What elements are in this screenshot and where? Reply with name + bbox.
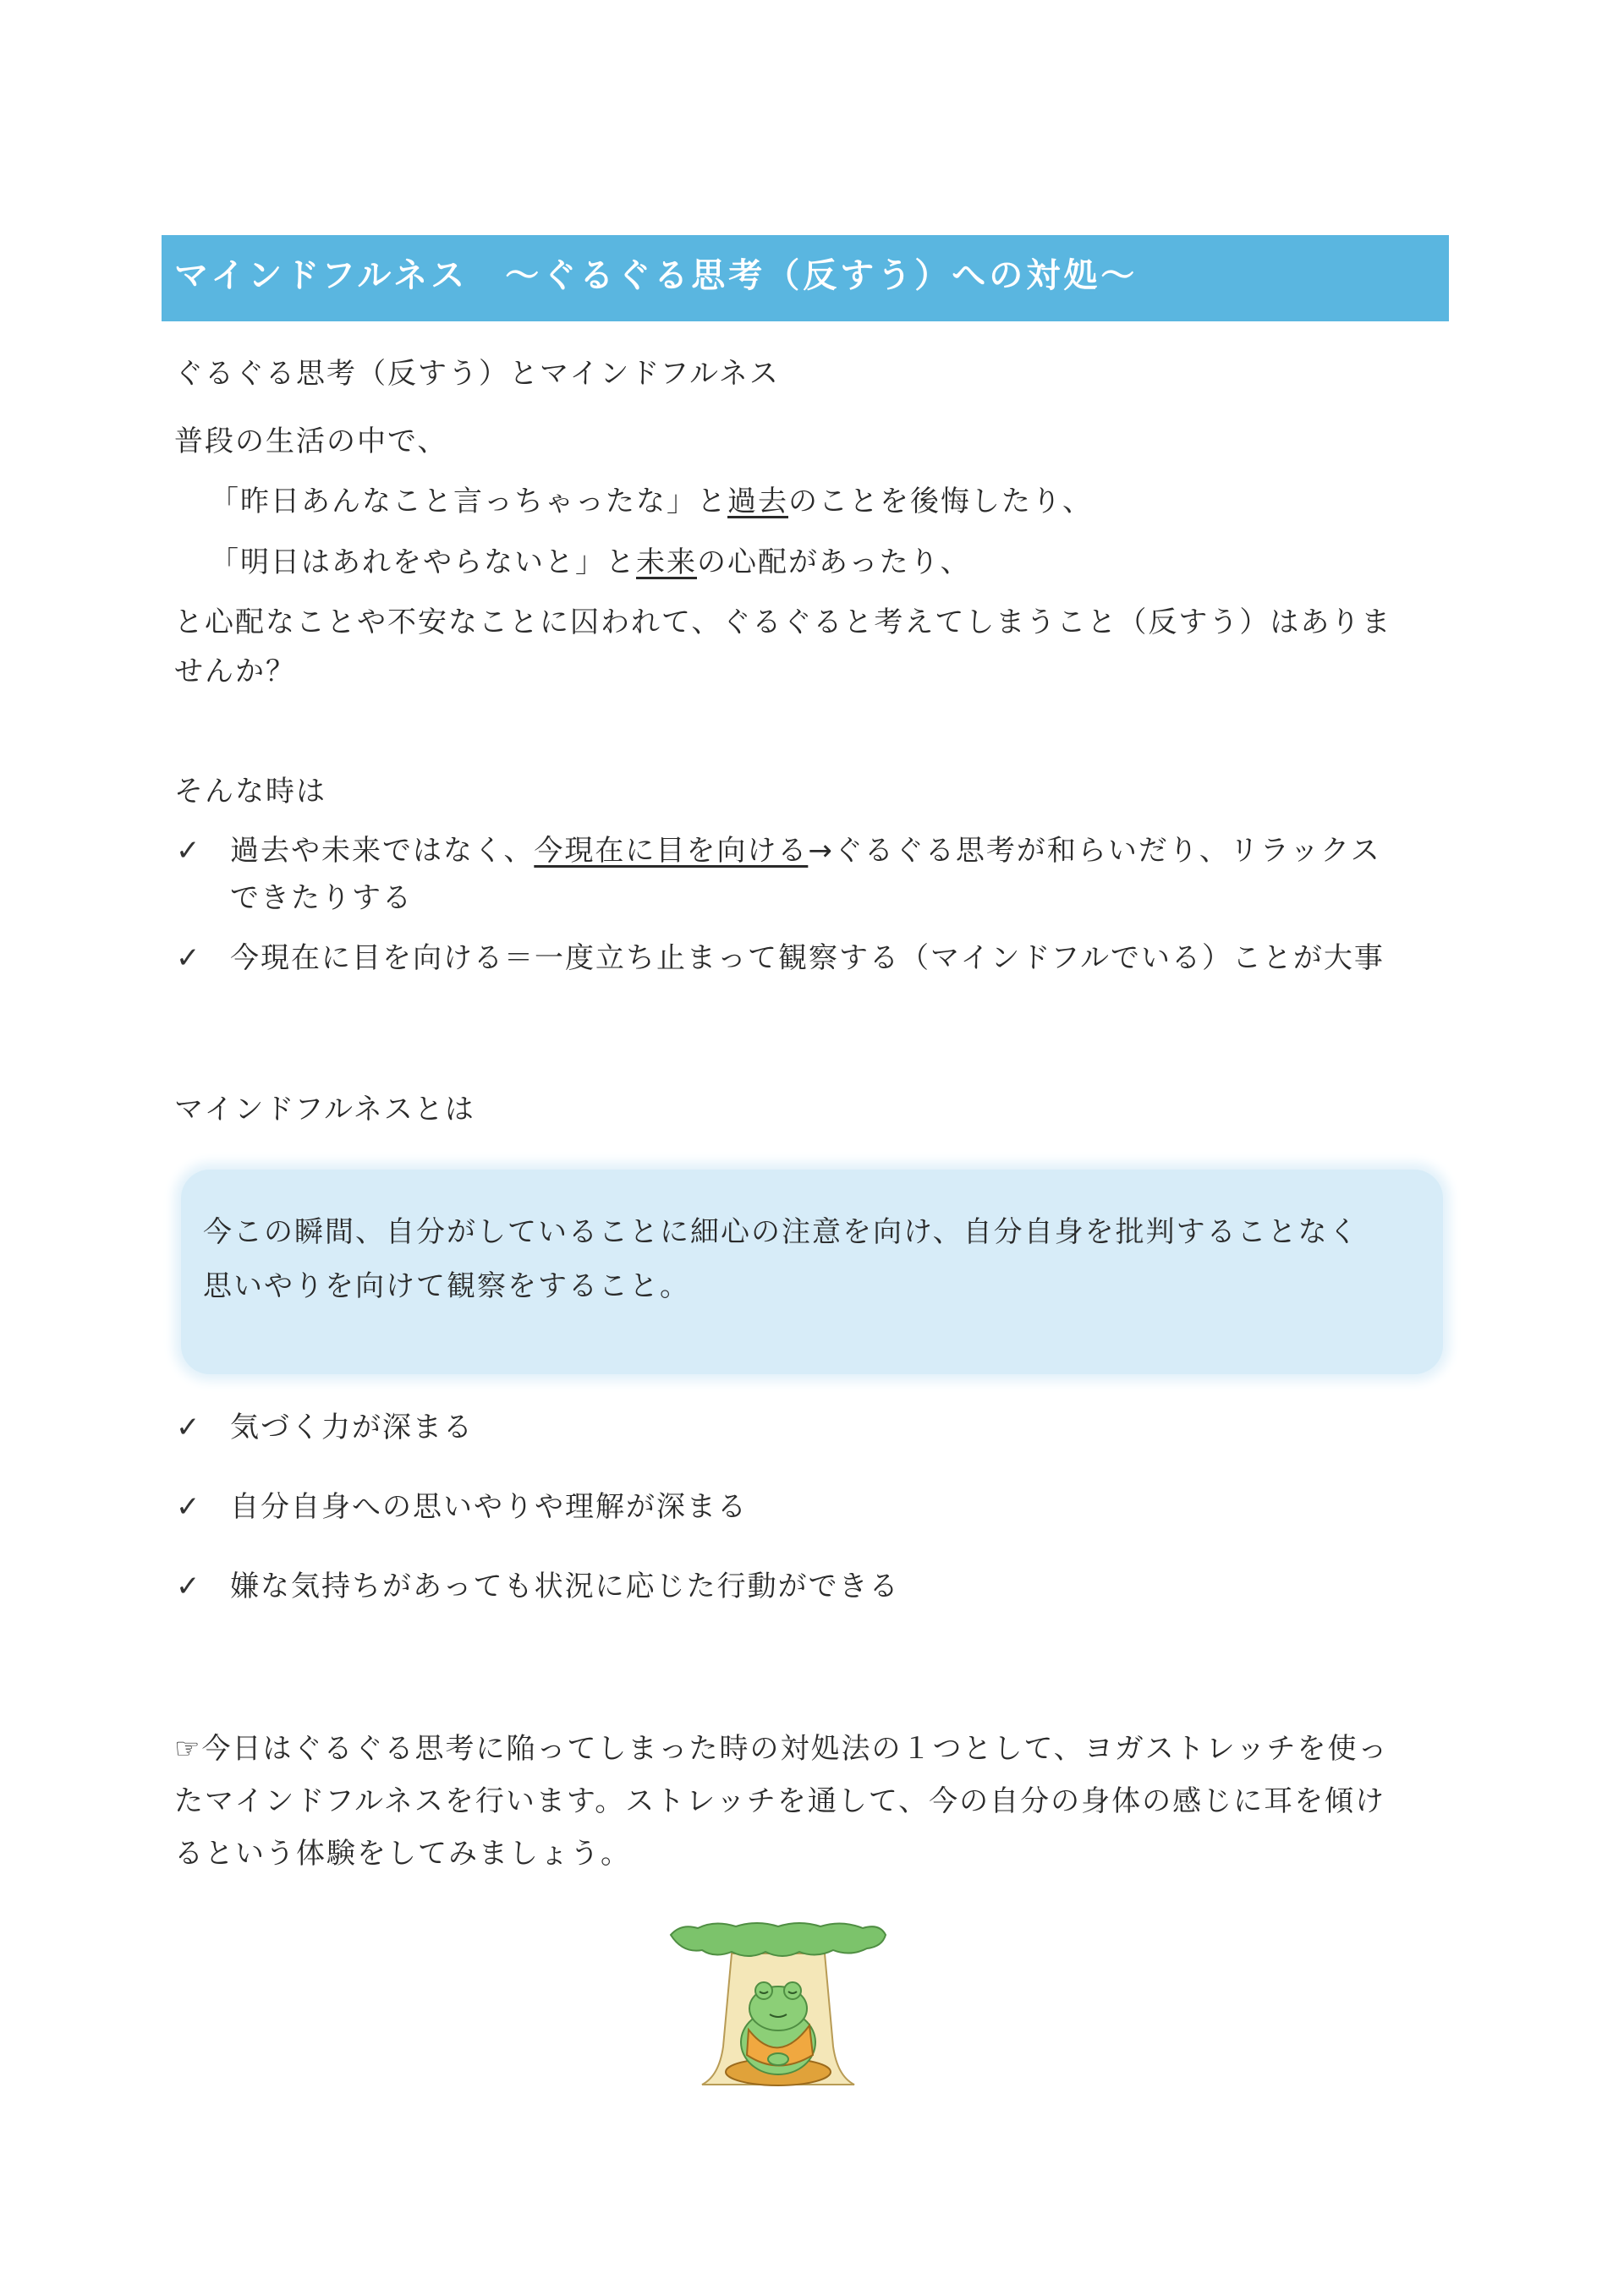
example-future-post: の心配があったり、 [697, 545, 971, 579]
example-future [210, 542, 971, 583]
example-past-post: のことを後悔したり、 [788, 485, 1093, 518]
closing-line-1-text: 今日はぐるぐる思考に陥ってしまった時の対処法の１つとして、ヨガストレッチを使っ [201, 1732, 1389, 1766]
definition-line-2: 思いやりを向けて観察をすること。 [203, 1269, 690, 1303]
frog-under-tree-icon [664, 1920, 892, 2097]
benefit-2: 自分自身への思いやりや理解が深まる [230, 1490, 748, 1524]
question-line-2: せんか？ [174, 655, 296, 688]
check-icon: ✓ [176, 1411, 200, 1444]
benefit-3: 嫌な気持ちがあっても状況に応じた行動ができる [230, 1570, 900, 1603]
section-heading-definition: マインドフルネスとは [174, 1093, 475, 1126]
definition-box [181, 1170, 1443, 1374]
point-2: 今現在に目を向ける＝一度立ち止まって観察する（マインドフルでいる）ことが大事 [230, 941, 1385, 975]
example-past [210, 481, 1093, 522]
meditating-frog-illustration [664, 1920, 892, 2097]
closing-line-3: るという体験をしてみましょう。 [174, 1837, 631, 1871]
underlined-future: 未来 [636, 545, 697, 579]
question-line-1: と心配なことや不安なことに囚われて、ぐるぐると考えてしまうこと（反すう）はありま [174, 606, 1392, 639]
check-icon: ✓ [176, 941, 200, 975]
benefit-1: 気づく力が深まる [230, 1411, 474, 1444]
section-heading-when: そんな時は [174, 775, 326, 808]
page-title: マインドフルネス ～ぐるぐる思考（反すう）への対処～ [174, 256, 1138, 295]
underlined-past: 過去 [727, 485, 788, 518]
check-icon: ✓ [176, 1490, 200, 1524]
closing-line-2: たマインドフルネスを行います。ストレッチを通して、今の自分の身体の感じに耳を傾け [174, 1784, 1386, 1818]
point-1-pre: 過去や未来ではなく、 [230, 834, 535, 868]
pointing-hand-icon: ☞ [174, 1732, 202, 1766]
section-heading-rumination: ぐるぐる思考（反すう）とマインドフルネス [174, 357, 780, 391]
check-icon: ✓ [176, 1570, 200, 1603]
closing-line-1 [174, 1729, 1388, 1769]
check-icon: ✓ [176, 834, 200, 868]
example-past-pre: 「昨日あんなこと言っちゃったな」と [210, 485, 727, 518]
point-1-post: →ぐるぐる思考が和らいだり、リラックス [808, 834, 1381, 868]
title-banner [162, 235, 1449, 321]
point-1-line-2: できたりする [230, 881, 413, 915]
definition-line-1: 今この瞬間、自分がしていることに細心の注意を向け、自分自身を批判することなく [203, 1215, 1359, 1249]
underlined-present: 今現在に目を向ける [534, 834, 809, 868]
example-future-pre: 「明日はあれをやらないと」と [210, 545, 636, 579]
point-1 [230, 830, 1381, 871]
intro-text: 普段の生活の中で、 [174, 425, 448, 458]
